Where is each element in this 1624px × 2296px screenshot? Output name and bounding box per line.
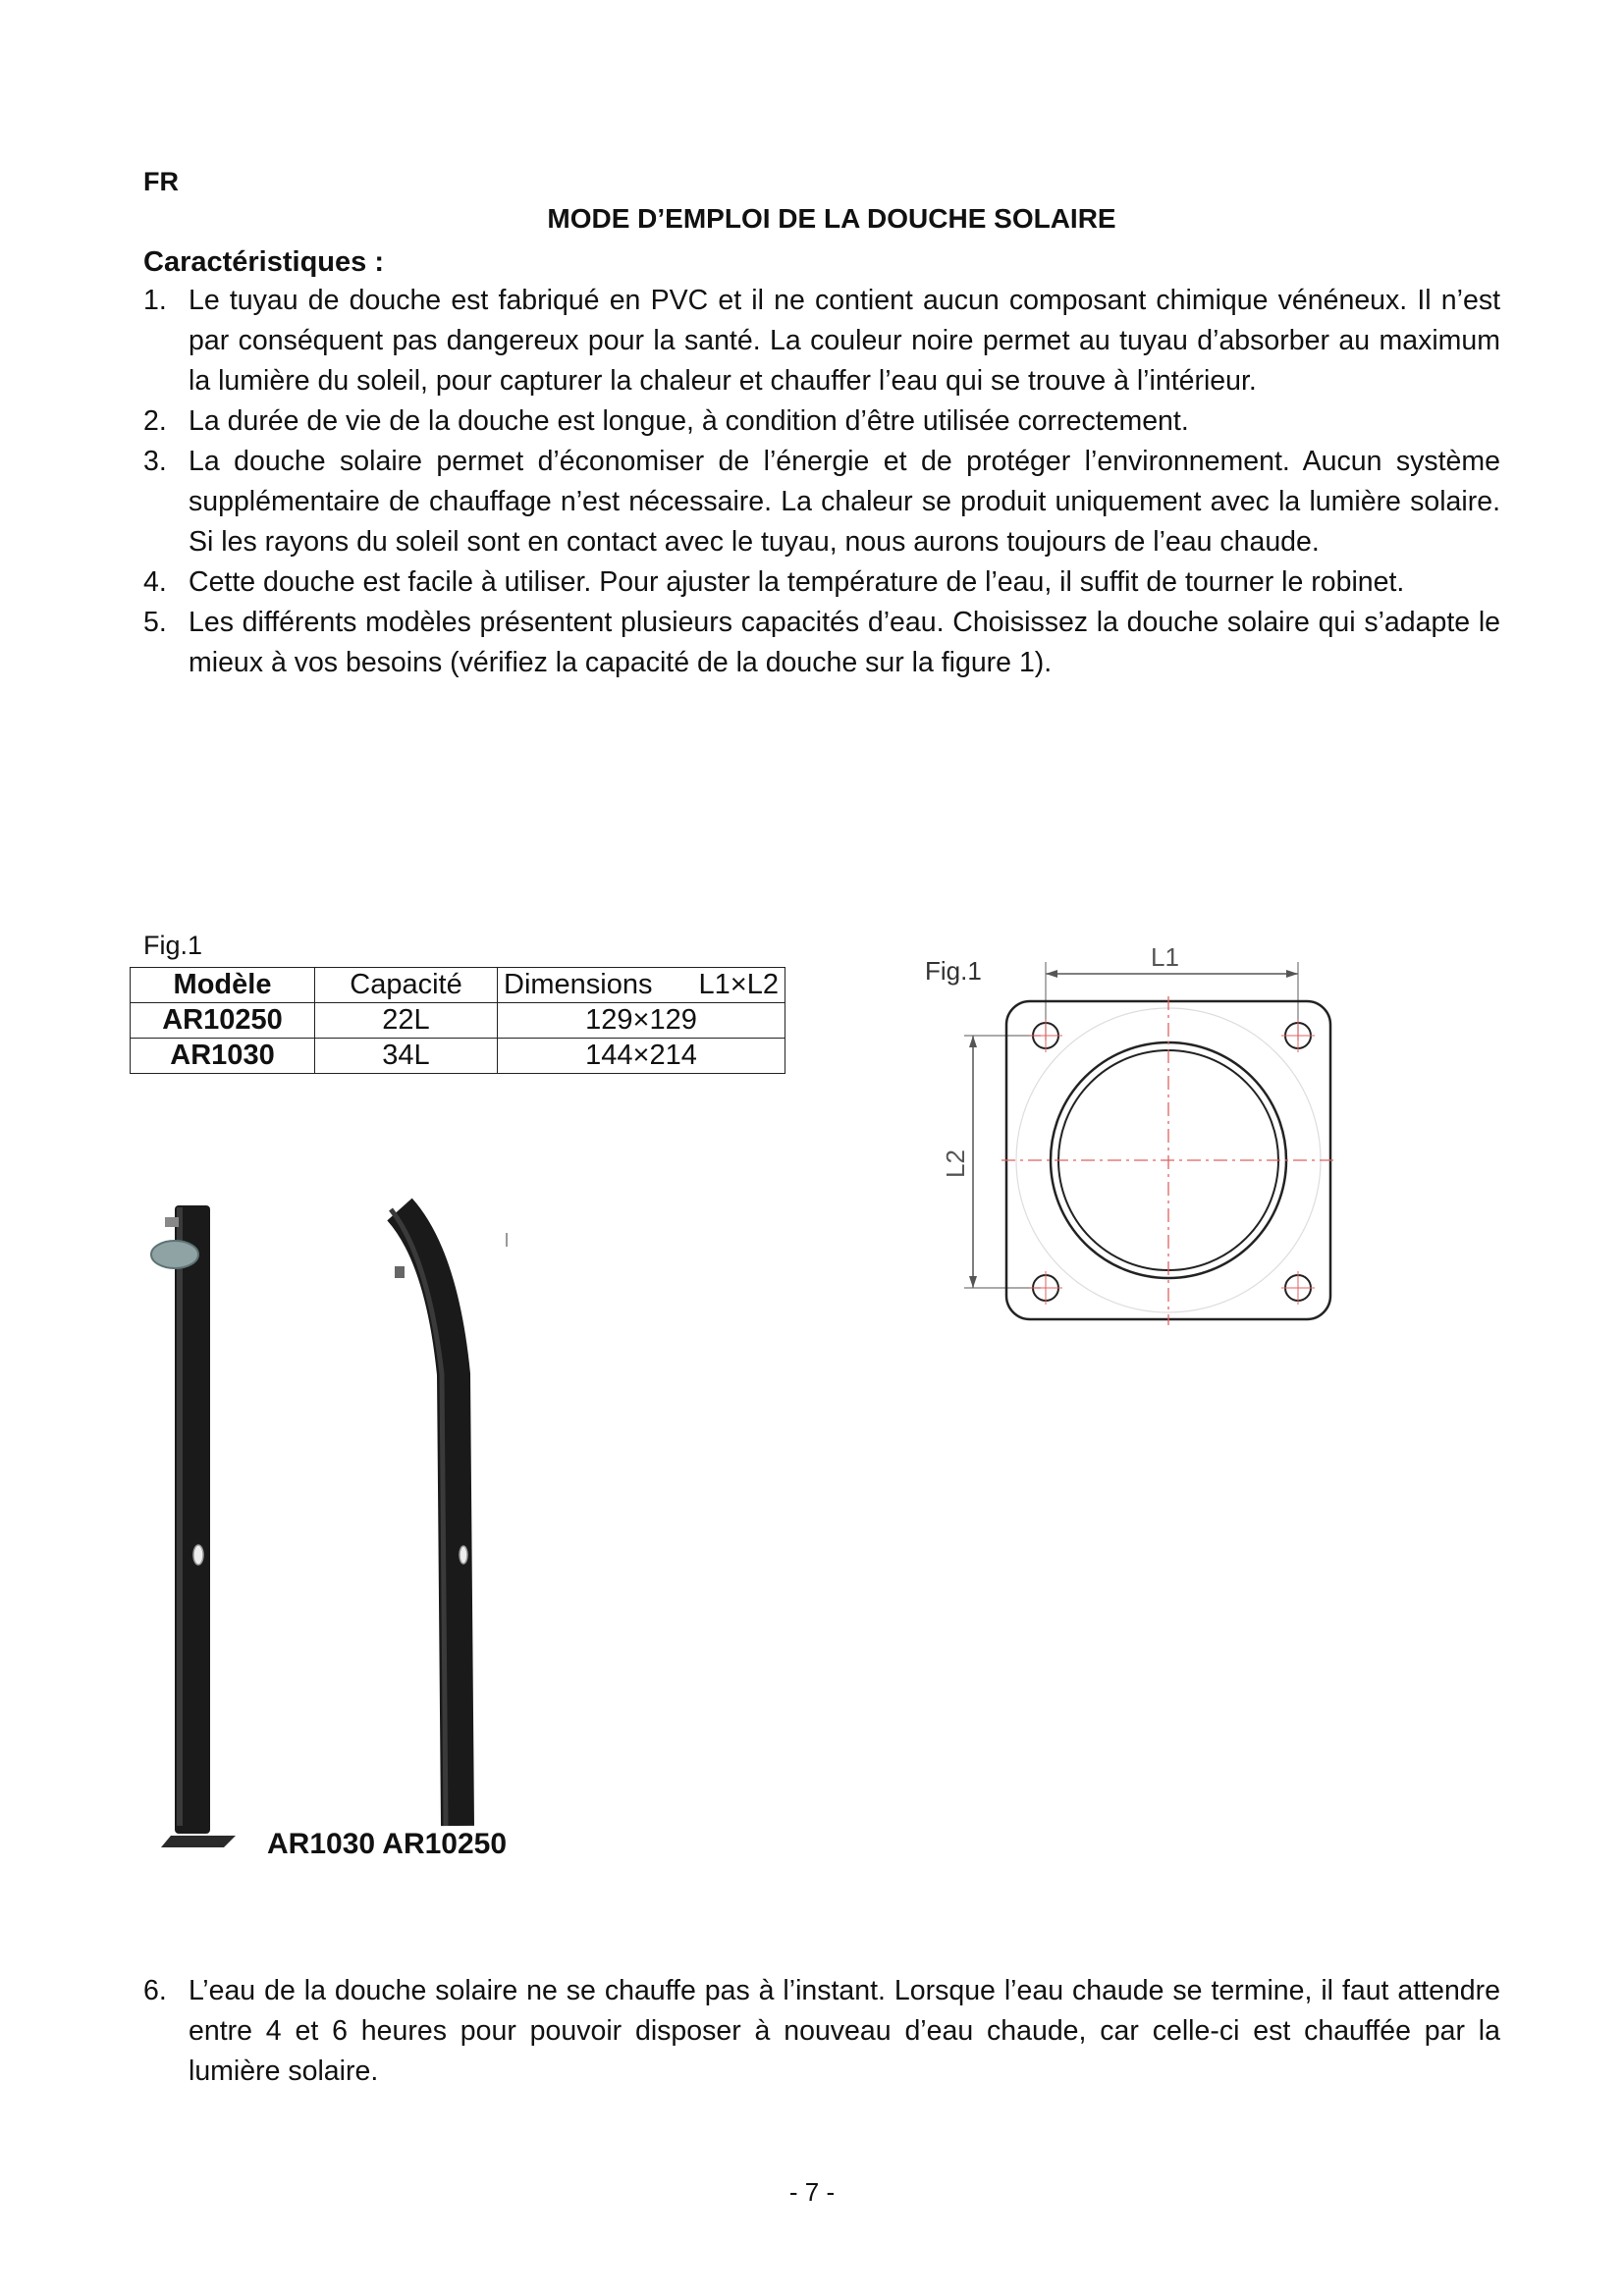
feature-list	[143, 281, 1500, 683]
list-item	[143, 1971, 1500, 2092]
base-plate-drawing	[913, 933, 1345, 1335]
item-number: 4.	[143, 566, 167, 598]
arrow-head-icon	[1286, 970, 1298, 978]
tap-icon	[460, 1546, 467, 1564]
drawing-figure-caption: Fig.1	[925, 956, 982, 986]
shower-base	[161, 1836, 236, 1847]
page-title: MODE D’EMPLOI DE LA DOUCHE SOLAIRE	[547, 203, 1116, 234]
models-label: AR1030 AR10250	[267, 1828, 508, 1860]
shower-head-icon	[151, 1241, 198, 1268]
table-row	[131, 1003, 785, 1039]
shower-nozzle-icon	[395, 1266, 405, 1278]
shower-arm	[165, 1217, 179, 1227]
cell-dimensions: 129×129	[498, 1003, 785, 1039]
cell-dimensions: 144×214	[498, 1039, 785, 1074]
cell-capacity: 22L	[315, 1003, 498, 1039]
arrow-head-icon	[969, 1036, 977, 1047]
cell-capacity: 34L	[315, 1039, 498, 1074]
straight-shower-image	[151, 1205, 236, 1847]
curved-shower-image	[391, 1209, 467, 1826]
arrow-head-icon	[969, 1276, 977, 1288]
list-item	[143, 401, 1500, 442]
l2-label: L2	[941, 1149, 970, 1178]
dimensions-label: Dimensions	[504, 969, 653, 1000]
item-text: La durée de vie de la douche est longue, à condition d’être utilisée correctement.	[189, 405, 1189, 437]
arrow-head-icon	[1046, 970, 1057, 978]
table-row	[131, 1039, 785, 1074]
tap-icon	[193, 1545, 203, 1565]
item-number: 3.	[143, 446, 167, 477]
item-text: Le tuyau de douche est fabriqué en PVC et il ne contient aucun composant chimique vénéneux. Il n’est par conséquent pas dangereux pour la santé. La couleur noire permet au tuyau d’absorber au maximum la lumière du soleil, pour capturer la chaleur et chauffer l’eau qui se trouve à l’intérieur.	[189, 285, 1500, 397]
list-item	[143, 603, 1500, 683]
table-header-row	[131, 968, 785, 1003]
section-heading: Caractéristiques :	[143, 246, 384, 278]
shower-column-highlight	[177, 1207, 183, 1826]
cell-model: AR1030	[131, 1039, 315, 1074]
dimensions-code: L1×L2	[698, 969, 779, 1000]
cell-model: AR10250	[131, 1003, 315, 1039]
header-capacity: Capacité	[315, 968, 498, 1003]
shower-products-illustration	[147, 1198, 540, 1865]
table-figure-caption: Fig.1	[143, 931, 203, 960]
spec-table	[130, 967, 785, 1074]
item-number: 6.	[143, 1975, 167, 2006]
header-dimensions	[498, 968, 785, 1003]
header-model: Modèle	[131, 968, 315, 1003]
item-text: L’eau de la douche solaire ne se chauffe pas à l’instant. Lorsque l’eau chaude se termine, il faut attendre entre 4 et 6 heures pour pouvoir disposer à nouveau d’eau chaude, car celle-ci est chauffée par la lumière solaire.	[189, 1975, 1500, 2087]
item-number: 5.	[143, 607, 167, 638]
item-number: 2.	[143, 405, 167, 437]
list-item	[143, 442, 1500, 562]
language-code: FR	[143, 167, 179, 196]
item-text: Les différents modèles présentent plusieurs capacités d’eau. Choisissez la douche solaire qui s’adapte le mieux à vos besoins (vérifiez la capacité de la douche sur la figure 1).	[189, 607, 1500, 678]
item-number: 1.	[143, 285, 167, 316]
list-item	[143, 562, 1500, 603]
item-text: Cette douche est facile à utiliser. Pour ajuster la température de l’eau, il suffit de tourner le robinet.	[189, 566, 1405, 598]
item-text: La douche solaire permet d’économiser de l’énergie et de protéger l’environnement. Aucun système supplémentaire de chauffage n’est nécessaire. La chaleur se produit uniquement avec la lumière solaire. Si les rayons du soleil sont en contact avec le tuyau, nous aurons toujours de l’eau chaude.	[189, 446, 1500, 558]
page-number: - 7 -	[788, 2177, 836, 2207]
list-item	[143, 281, 1500, 401]
l1-label: L1	[1151, 942, 1179, 972]
